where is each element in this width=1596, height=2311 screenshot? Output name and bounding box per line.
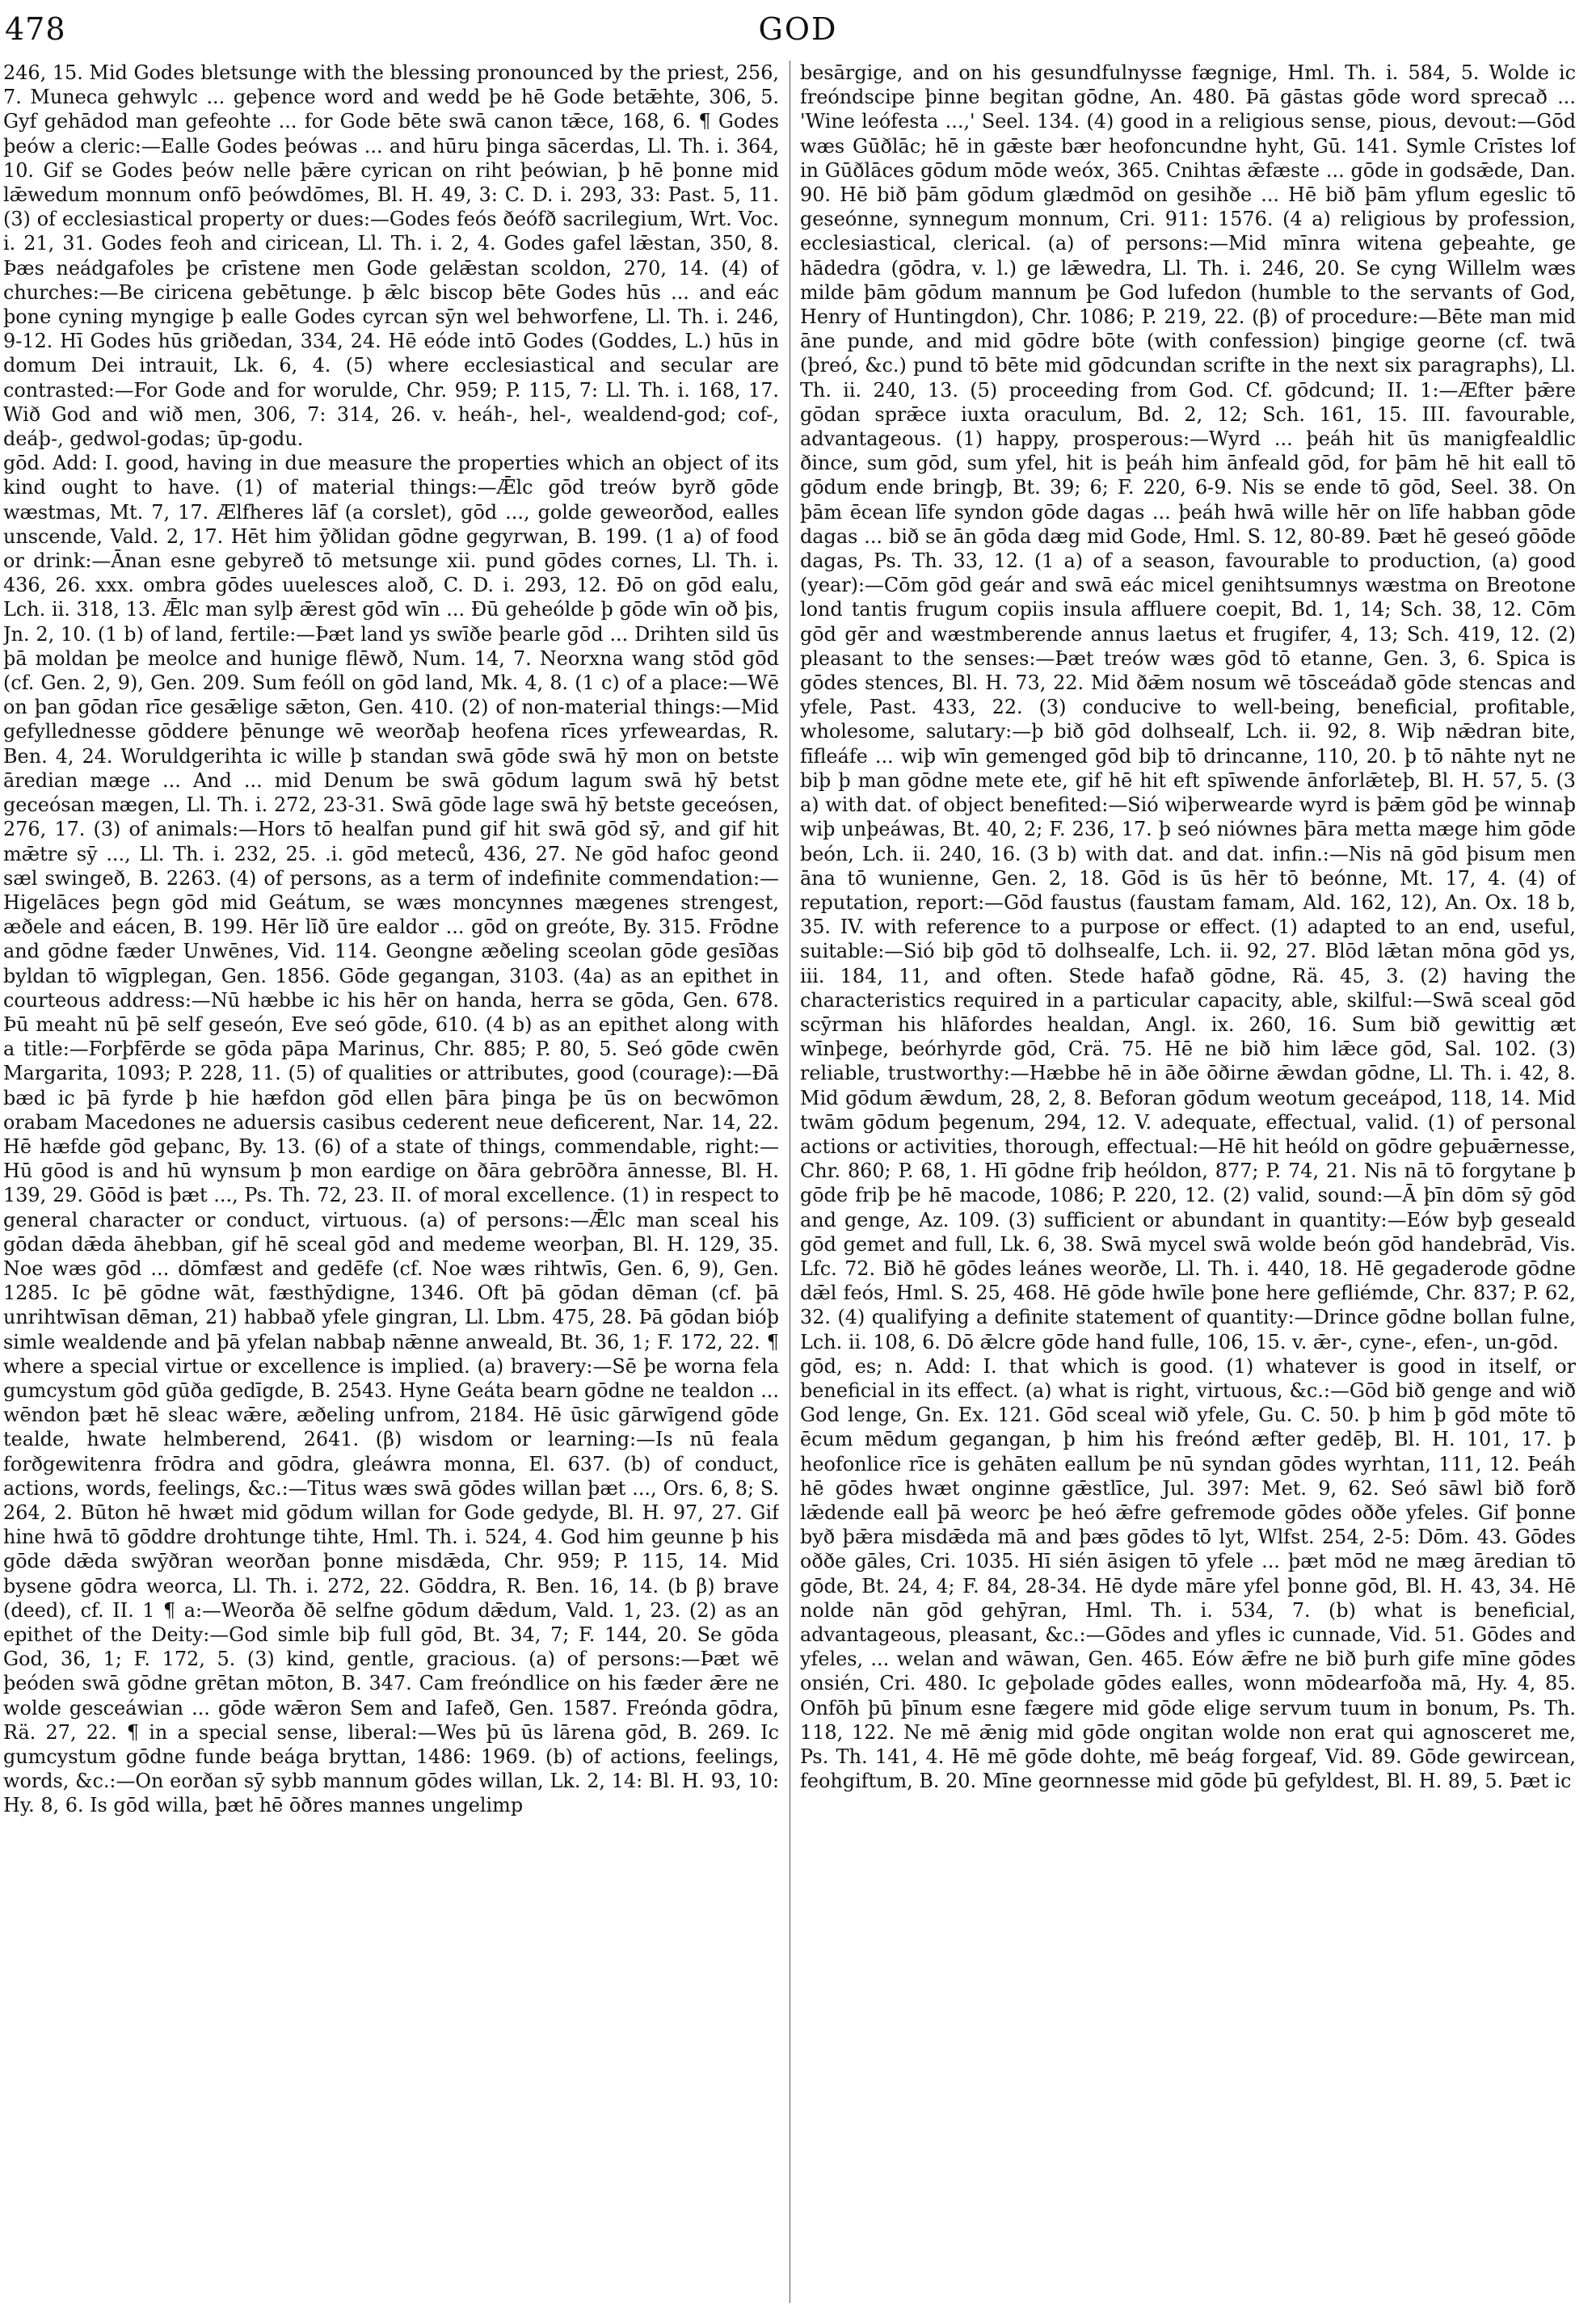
left-column-entry-1: 246, 15. Mid Godes bletsunge with the blessing pronounced by the priest, 256, 7. Muneca gehwylc ... geþence word and wedd þe hē Gode betǣhte, 306, 5. Gyf gehādod man gefeohte ... for Gode bēte swā canon tǣce, 168, 6. ¶ Godes þeów a cleric:—Ealle Godes þeówas ... and hūru þinga sācerdas, Ll. Th. i. 364, 10. Gif se Godes þeów nelle þǣre cyrican on riht þeówian, þ hē þonne mid lǣwedum monnum onfō þeówdōmes, Bl. H. 49, 3: C. D. i. 293, 33: Past. 5, 11. (3) of ecclesiastical property or dues:—Godes feós ðeófð sacrilegium, Wrt. Voc. i. 21, 31. Godes feoh and ciricean, Ll. Th. i. 2, 4. Godes gafel lǣstan, 350, 8. Þæs neádgafoles þe crīstene men Gode gelǣstan scoldon, 270, 14. (4) of churches:—Be ciricena gebētunge. þ ǣlc biscop bēte Godes hūs ... and eác þone cyning myngige þ ealle Godes cyrcan sȳn wel behworfene, Ll. Th. i. 246, 9-12. Hī Godes hūs griðedan, 334, 24. Hē eóde intō Godes (Goddes, L.) hūs in domum Dei intrauit, Lk. 6, 4. (5) where ecclesiastical and secular are contrasted:—For Gode and for worulde, Chr. 959; P. 115, 7: Ll. Th. i. 168, 17. Wið God and wið men, 306, 7: 314, 26. v. heáh-, hel-, wealdend-god; cof-, deáþ-, gedwol-godas; ūp-godu. <box>3 61 779 451</box>
left-column-entry-2: gōd. Add: I. good, having in due measure the properties which an object of its kind ought to have. (1) of material things:—Ǣlc gōd treów byrð gōde wæstmas, Mt. 7, 17. Ælfheres lāf (a corslet), gōd ..., golde geweorðod, ealles unscende, Vald. 2, 17. Hēt him ȳðlidan gōdne gegyrwan, B. 199. (1 a) of food or drink:—Ānan esne gebyreð tō metsunge xii. pund gōdes cornes, Ll. Th. i. 436, 26. xxx. ombra gōdes uuelesces aloð, C. D. i. 293, 12. Ðō on gōd ealu, Lch. ii. 318, 13. Ǣlc man sylþ ǣrest gōd wīn ... Ðū geheólde þ gōde wīn oð þis, Jn. 2, 10. (1 b) of land, fertile:—Þæt land ys swīðe þearle gōd ... Drihten sild ūs þā moldan þe meolce and hunige flēwð, Num. 14, 7. Neorxna wang stōd gōd (cf. Gen. 2, 9), Gen. 209. Sum feóll on gōd land, Mk. 4, 8. (1 c) of a place:—Wē on þan gōdan rīce gesǣlige sǣton, Gen. 410. (2) of non-material things:—Mid gefyllednesse gōddere þēnunge wē weorðaþ heofena rīces yrfeweardas, R. Ben. 4, 24. Woruldgerihta ic wille þ standan swā gōde swā hȳ mon on betste āredian mæge ... And ... mid Denum be swā gōdum lagum swā hȳ betst geceósan mægen, Ll. Th. i. 272, 23-31. Swā gōde lage swā hȳ betste geceósen, 276, 17. (3) of animals:—Hors tō healfan pund gif hit swā gōd sȳ, and gif hit mǣtre sȳ ..., Ll. Th. i. 232, 25. .i. gōd meteců, 436, 27. Ne gōd hafoc geond sæl swingeð, B. 2263. (4) of persons, as a term of indefinite commendation:—Higelāces þegn gōd mid Geátum, se wæs moncynnes mægenes strengest, æðele and eácen, B. 199. Hēr līð ūre ealdor ... gōd on greóte, By. 315. Frōdne and gōdne fæder Unwēnes, Vid. 114. Geongne æðeling sceolan gōde gesīðas byldan tō wīgplegan, Gen. 1856. Gōde gegangan, 3103. (4a) as an epithet in courteous address:—Nū hæbbe ic his hēr on handa, herra se gōda, Gen. 678. Þū meaht nū þē self geseón, Eve seó gōde, 610. (4 b) as an epithet along with a title:—Forþfērde se gōda pāpa Marinus, Chr. 885; P. 80, 5. Seó gōde cwēn Margarita, 1093; P. 228, 11. (5) of qualities or attributes, good (courage):—Ðā bæd ic þā fyrde þ hie hæfdon gōd ellen þāra þinga þe ūs on becwōmon orabam Macedones ne aduersis casibus cederent neue deficerent, Nar. 14, 22. Hē hæfde gōd geþanc, By. 13. (6) of a state of things, commendable, right:—Hū gōod is and hū wynsum þ mon eardige on ðāra gebrōðra ānnesse, Bl. H. 139, 29. Gōōd is þæt ..., Ps. Th. 72, 23. II. of moral excellence. (1) in respect to general character or conduct, virtuous. (a) of persons:—Ǣlc man sceal his gōdan dǣda āhebban, gif hē sceal gōd and medeme weorþan, Bl. H. 129, 35. Noe wæs gōd ... dōmfæst and gedēfe (cf. Noe wæs rihtwīs, Gen. 6, 9), Gen. 1285. Ic þē gōdne wāt, fæsthȳdigne, 1346. Oft þā gōdan dēman (cf. þā unrihtwīsan dēman, 21) habbað yfele gingran, Ll. Lbm. 475, 28. Þā gōdan bióþ simle wealdende and þā yfelan nabbaþ nǣnne anweald, Bt. 36, 1; F. 172, 22. ¶ where a special virtue or excellence is implied. (a) bravery:—Sē þe worna fela gumcystum gōd gūða gedīgde, B. 2543. Hyne Geáta bearn gōdne ne tealdon ... wēndon þæt hē sleac wǣre, æðeling unfrom, 2184. Hē ūsic gārwīgend gōde tealde, hwate helmberend, 2641. (β) wisdom or learning:—Is nū feala forðgewitenra frōdra and gōdra, gleáwra monna, El. 637. (b) of conduct, actions, words, feelings, &c.:—Titus wæs swā gōdes willan þæt ..., Ors. 6, 8; S. 264, 2. Būton hē hwæt mid gōdum willan for Gode gedyde, Bl. H. 97, 27. Gif hine hwā tō gōddre drohtunge tihte, Hml. Th. i. 524, 4. God him geunne þ his gōde dǣda swȳðran weorðan þonne misdǣda, Chr. 959; P. 115, 14. Mid bysene gōdra weorca, Ll. Th. i. 272, 22. Gōddra, R. Ben. 16, 14. (b β) brave (deed), cf. II. 1 ¶ a:—Weorða ðē selfne gōdum dǣdum, Vald. 1, 23. (2) as an epithet of the Deity:—God simle biþ full gōd, Bt. 34, 7; F. 144, 20. Se gōda God, 36, 1; F. 172, 5. (3) kind, gentle, gracious. (a) of persons:—Þæt wē þeóden swā gōdne grētan mōton, B. 347. Cam freóndlice on his fæder ǣre ne wolde gesceáwian ... gōde wǣron Sem and Iafeð, Gen. 1587. Freónda gōdra, Rä. 27, 22. ¶ in a special sense, liberal:—Wes þū ūs lārena gōd, B. 269. Ic gumcystum gōdne funde beága bryttan, 1486: 1969. (b) of actions, feelings, words, &c.:—On eorðan sȳ sybb mannum gōdes willan, Lk. 2, 14: Bl. H. 93, 10: Hy. 8, 6. Is gōd willa, þæt hē ōðres mannes ungelimp <box>3 452 779 1817</box>
text-columns <box>0 61 1596 2303</box>
running-head: GOD <box>758 11 838 47</box>
right-column-entry-1: besārgige, and on his gesundfulnysse fægnige, Hml. Th. i. 584, 5. Wolde ic freóndscipe þinne begitan gōdne, An. 480. Þā gāstas gōde word sprecað ... 'Wine leófesta ...,' Seel. 134. (4) good in a religious sense, pious, devout:—Gōd wæs Gūðlāc; hē in gǣste bær heofoncundne hyht, Gū. 141. Symle Crīstes lof in Gūðlāces gōdum mōde weóx, 365. Cnihtas ǣfæste ... gōde in godsǣde, Dan. 90. Hē bið þām gōdum glædmōd on gesihðe ... Hē bið þām yflum egeslic tō geseónne, synnegum monnum, Cri. 911: 1576. (4 a) religious by profession, ecclesiastical, clerical. (a) of persons:—Mid mīnra witena geþeahte, ge hādedra (gōdra, v. l.) ge lǣwedra, Ll. Th. i. 246, 20. Se cyng Willelm wæs milde þām gōdum mannum þe God lufedon (humble to the servants of God, Henry of Huntingdon), Chr. 1086; P. 219, 22. (β) of procedure:—Bēte man mid āne punde, and mid gōdre bōte (with confession) þingige georne (cf. twā (þreó, &c.) pund tō bēte mid gōdcundan scrifte in the next six paragraphs), Ll. Th. ii. 240, 13. (5) proceeding from God. Cf. gōdcund; II. 1:—Æfter þǣre gōdan sprǣce iuxta oraculum, Bd. 2, 12; Sch. 161, 15. III. favourable, advantageous. (1) happy, prosperous:—Wyrd ... þeáh hit ūs manigfealdlic ðince, sum gōd, sum yfel, hit is þeáh him ānfeald gōd, for þām hē hit eall tō gōdum ende bringþ, Bt. 39; 6; F. 220, 6-9. Nis se ende tō gōd, Seel. 38. On þām ēcean līfe syndon gōde dagas ... þeáh hwā wille hēr on līfe habban gōde dagas ... bið se ān gōda dæg mid Gode, Hml. S. 12, 80-89. Þæt hē geseó gōōde dagas, Ps. Th. 33, 12. (1 a) of a season, favourable to production, (a) good (year):—Cōm gōd geár and swā eác micel genihtsumnys wæstma on Breotone lond tantis frugum copiis insula affluere coepit, Bd. 1, 14; Sch. 38, 12. Cōm gōd gēr and wæstmberende annus laetus et frugifer, 4, 13; Sch. 419, 12. (2) pleasant to the senses:—Þæt treów wæs gōd tō etanne, Gen. 3, 6. Spica is gōdes stences, Bl. H. 73, 22. Mid ðǣm nosum wē tōsceádað gōde stencas and yfele, Past. 433, 22. (3) conducive to well-being, beneficial, profitable, wholesome, salutary:—þ bið gōd dolhsealf, Lch. ii. 92, 8. Wiþ nǣdran bite, fīfleáfe ... wiþ wīn gemenged gōd biþ tō drincanne, 110, 20. þ tō nāhte nyt ne biþ þ man gōdne mete ete, gif hē hit eft spīwende ānforlǣteþ, Bl. H. 57, 5. (3 a) with dat. of object benefited:—Sió wiþerwearde wyrd is þǣm gōd þe winnaþ wiþ unþeáwas, Bt. 40, 2; F. 236, 17. þ seó niównes þāra metta mæge him gōde beón, Lch. ii. 240, 16. (3 b) with dat. and dat. infin.:—Nis nā gōd þisum men āna tō wunienne, Gen. 2, 18. Gōd is ūs hēr tō beónne, Mt. 17, 4. (4) of reputation, report:—Gōd faustus (faustam famam, Ald. 162, 12), An. Ox. 18 b, 35. IV. with reference to a purpose or effect. (1) adapted to an end, useful, suitable:—Sió biþ gōd tō dolhsealfe, Lch. ii. 92, 27. Blōd lǣtan mōna gōd ys, iii. 184, 11, and often. Stede hafað gōdne, Rä. 45, 3. (2) having the characteristics required in a particular capacity, able, skilful:—Swā sceal gōd scȳrman his hlāfordes healdan, Angl. ix. 260, 16. Sum bið gewittig æt wīnþege, beórhyrde gōd, Crä. 75. Hē ne bið him lǣce gōd, Sal. 102. (3) reliable, trustworthy:—Hæbbe hē in āðe ōðirne ǣwdan gōdne, Ll. Th. i. 42, 8. Mid gōdum ǣwdum, 28, 2, 8. Beforan gōdum weotum geceápod, 118, 14. Mid twām gōdum þegenum, 294, 12. V. adequate, effectual, valid. (1) of personal actions or activities, thorough, effectual:—Hē hit heóld on gōdre geþuǣrnesse, Chr. 860; P. 68, 1. Hī gōdne friþ heóldon, 877; P. 74, 21. Nis nā tō forgytane þ gōde friþ þe hē macode, 1086; P. 220, 12. (2) valid, sound:—Ā þīn dōm sȳ gōd and genge, Az. 109. (3) sufficient or abundant in quantity:—Eów byþ geseald gōd gemet and full, Lk. 6, 38. Swā mycel swā wolde beón gōd handebrād, Vis. Lfc. 72. Bið hē gōdes leánes weorðe, Ll. Th. i. 440, 18. Hē gegaderode gōdne dǣl feós, Hml. S. 25, 468. Hē gōde hwīle þone here gefliémde, Chr. 837; P. 62, 32. (4) qualifying a definite statement of quantity:—Drince gōdne bollan fulne, Lch. ii. 108, 6. Dō ǣlcre gōde hand fulle, 106, 15. v. ǣr-, cyne-, efen-, un-gōd. <box>800 61 1576 1353</box>
right-column-entry-2: gōd, es; n. Add: I. that which is good. (1) whatever is good in itself, or beneficial in its effect. (a) what is right, virtuous, &c.:—Gōd bið genge and wið God lenge, Gn. Ex. 121. Gōd sceal wið yfele, Gu. C. 50. þ him þ gōd mōte tō ēcum mēdum gegangan, þ him his freónd æfter gedēþ, Bl. H. 101, 17. þ heofonlice rīce is gehāten eallum þe nū syndan gōdes wyrhtan, 111, 12. Þeáh hē gōdes hwæt onginne gǣstlīce, Jul. 397: Met. 9, 62. Seó sāwl bið forð lǣdende eall þā weorc þe heó ǣfre gefremode gōdes oððe yfeles. Gif þonne byð þǣra misdǣda mā and þæs gōdes tō lyt, Wlfst. 254, 2-5: Dōm. 43. Gōdes oððe gāles, Cri. 1035. Hī sién āsigen tō yfele ... þæt mōd ne mæg āredian tō gōde, Bt. 24, 4; F. 84, 28-34. Hē dyde māre yfel þonne gōd, Bl. H. 43, 34. Hē nolde nān gōd gehȳran, Hml. Th. i. 534, 7. (b) what is beneficial, advantageous, pleasant, &c.:—Gōdes and yfles ic cunnade, Vid. 51. Gōdes and yfeles, ... welan and wāwan, Gen. 465. Eów ǣfre ne bið þurh gife mīne gōdes onsién, Cri. 480. Ic geþolade gōdes ealles, wonn mōdearfoða mā, Hy. 4, 85. Onfōh þū þīnum esne fægere mid gōde elige servum tuum in bonum, Ps. Th. 118, 122. Ne mē ǣnig mid gōde ongitan wolde non erat qui agnosceret me, Ps. Th. 141, 4. Hē mē gōde dohte, mē beág forgeaf, Vid. 89. Gōde gewircean, feohgiftum, B. 20. Mīne geornnesse mid gōde þū gefyldest, Bl. H. 89, 5. Þæt ic <box>800 1354 1576 1793</box>
right-column <box>800 61 1576 2303</box>
page-number: 478 <box>5 11 66 47</box>
left-column <box>3 61 779 2303</box>
page-header <box>0 6 1596 55</box>
